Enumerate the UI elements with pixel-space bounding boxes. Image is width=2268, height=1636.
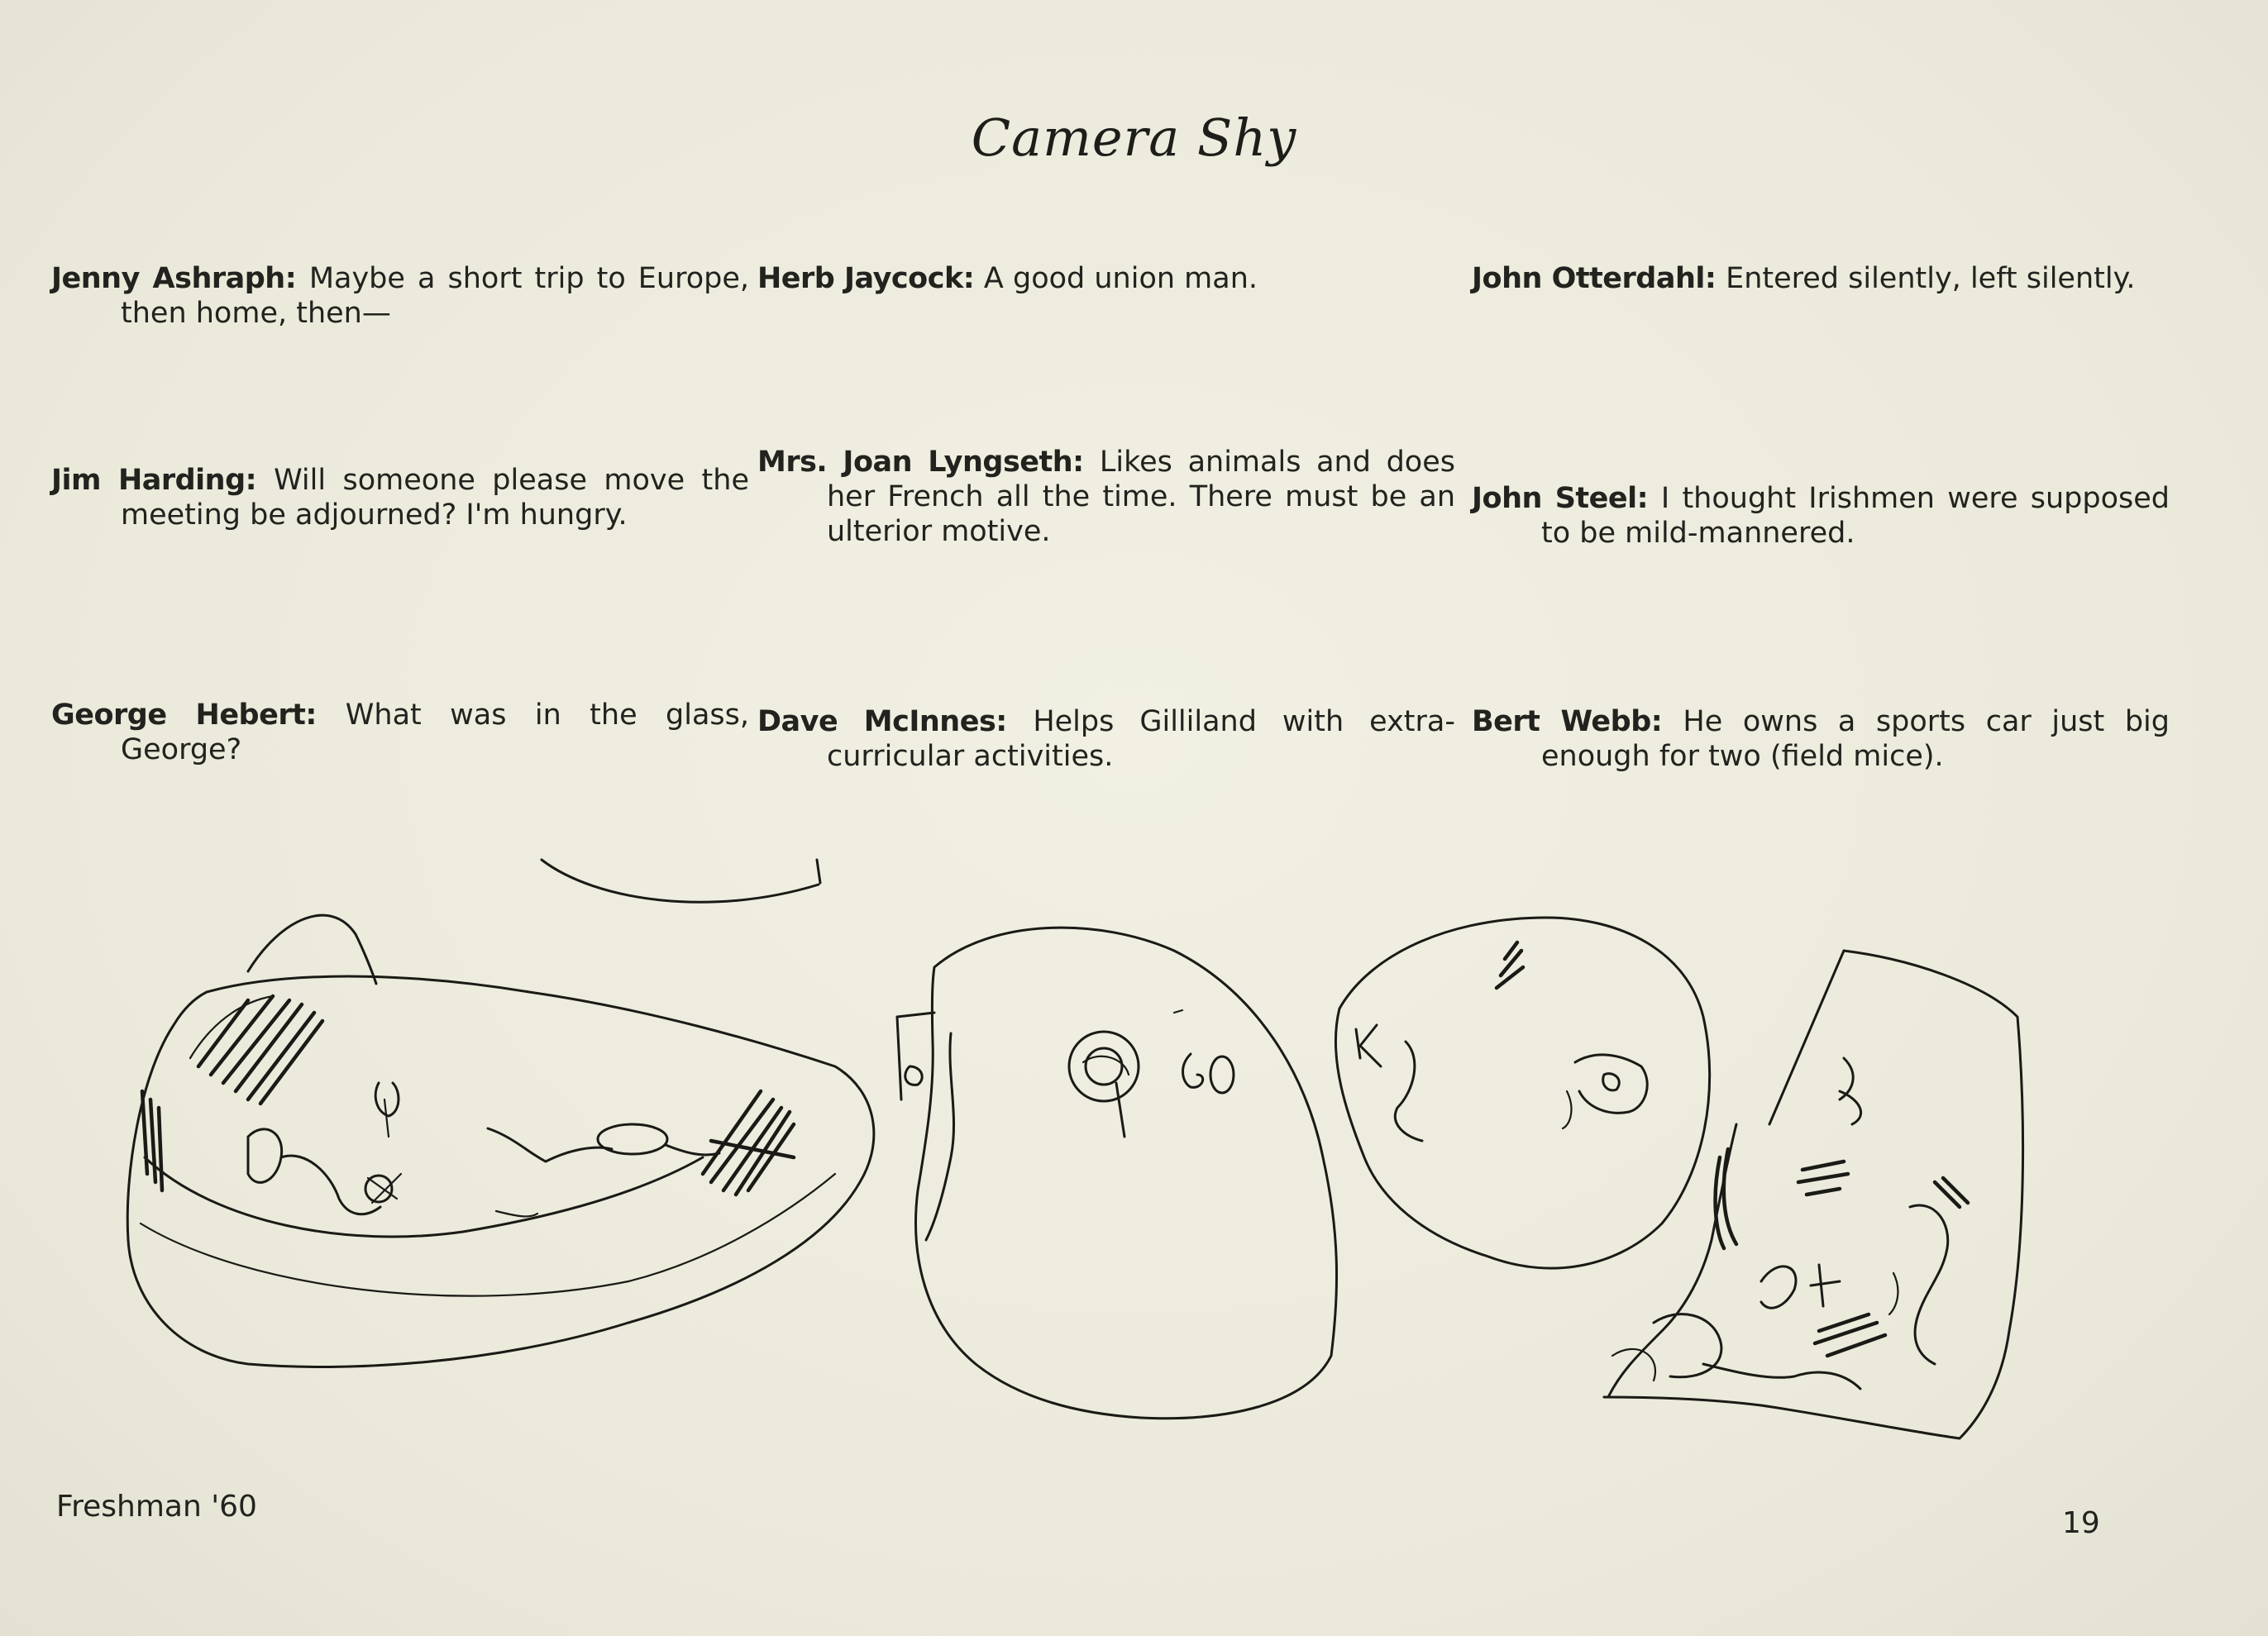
entry-name: John Steel: bbox=[1472, 482, 1661, 515]
page-title: Camera Shy bbox=[971, 107, 1297, 168]
entry-text: Will someone please move the meeting be adjourned? I'm hungry. bbox=[121, 464, 749, 532]
entry-name: Bert Webb: bbox=[1472, 705, 1683, 738]
entry-name: Mrs. Joan Lyngseth: bbox=[757, 446, 1100, 479]
entry-text: He owns a sports car just big enough for two (field mice). bbox=[1541, 705, 2170, 773]
entry-text: Likes animals and does her French all the time. There must be an ulterior motive. bbox=[827, 446, 1455, 548]
publication-footer: Freshman '60 bbox=[56, 1490, 257, 1524]
entry-name: Jenny Ashraph: bbox=[51, 262, 309, 295]
entry-name: John Otterdahl: bbox=[1472, 262, 1726, 295]
sketch-face-profile bbox=[1604, 951, 2023, 1438]
entry-name: Herb Jaycock: bbox=[757, 262, 984, 295]
page-number: 19 bbox=[2062, 1506, 2100, 1540]
entry-text: What was in the glass, George? bbox=[121, 699, 749, 766]
sketch-face-tilted bbox=[1335, 918, 1709, 1268]
entry-name: George Hebert: bbox=[51, 699, 346, 732]
sketch-face-reclining bbox=[127, 860, 874, 1367]
entry-text: A good union man. bbox=[983, 262, 1258, 295]
entry-name: Dave McInnes: bbox=[757, 705, 1034, 738]
entry-name: Jim Harding: bbox=[51, 464, 275, 497]
entry-text: Entered silently, left silently. bbox=[1726, 262, 2136, 295]
entry-text: Helps Gilliland with extra-curricular activities. bbox=[827, 705, 1455, 773]
entry-text: I thought Irishmen were supposed to be mild-mannered. bbox=[1541, 482, 2170, 550]
sketch-face-round bbox=[897, 928, 1337, 1419]
entry-text: Maybe a short trip to Europe, then home, then— bbox=[121, 262, 749, 330]
